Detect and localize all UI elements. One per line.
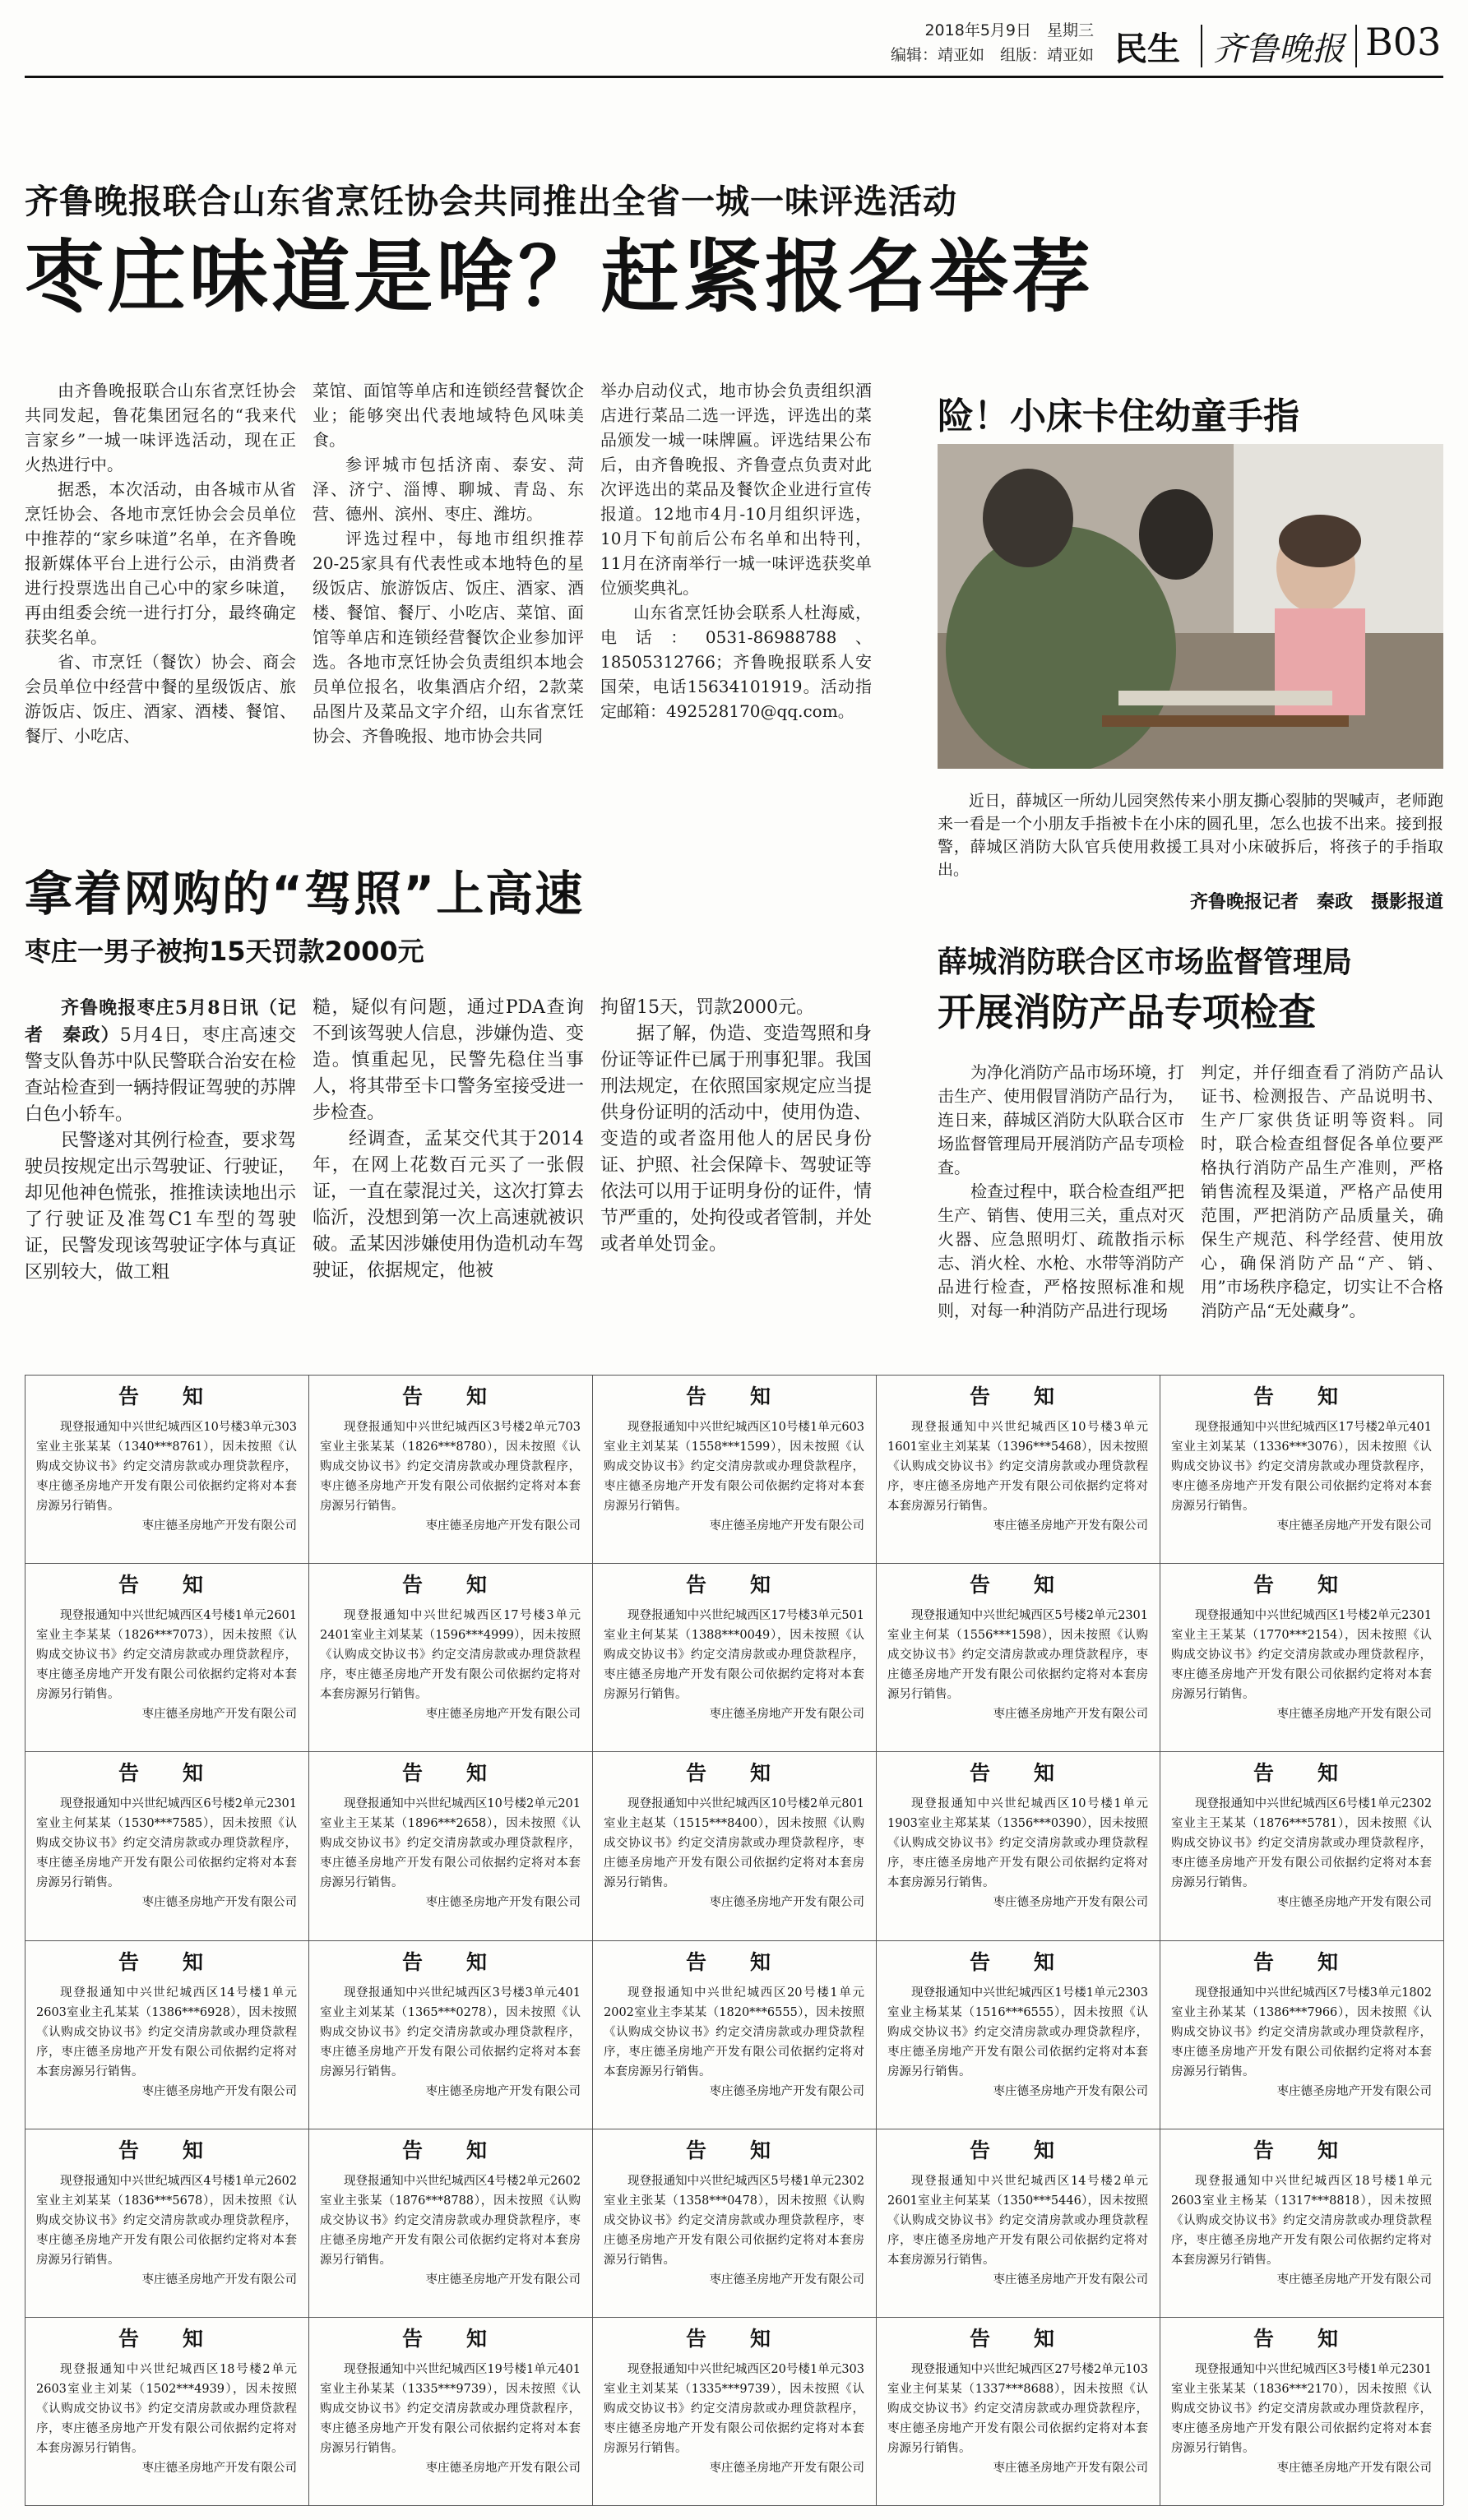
notice-owner-line: 现登报通知中兴世纪城西区17号楼3单元501室业主何某某（1388***0049）， <box>604 1609 864 1643</box>
fire-headline-line2: 开展消防产品专项检查 <box>938 990 1316 1034</box>
lead-column-2 <box>313 378 584 748</box>
notice-signature: 枣庄德圣房地产开发有限公司 <box>709 2273 864 2286</box>
notice-body <box>887 2171 1148 2270</box>
notice-terms: 因未按照《认购成交协议书》约定交清房款或办理贷款程序，枣庄德圣房地产开发有限公司依据约定将对本套房源另行销售。 <box>604 2194 864 2267</box>
notice-terms: 因未按照《认购成交协议书》约定交清房款或办理贷款程序，枣庄德圣房地产开发有限公司依据约定将对本套房源另行销售。 <box>887 1629 1148 1702</box>
notice <box>592 2129 876 2317</box>
notice-owner-line: 现登报通知中兴世纪城西区4号楼1单元2602室业主刘某某（1836***5678）， <box>36 2174 297 2208</box>
notice <box>25 1751 308 1940</box>
notice-signature: 枣庄德圣房地产开发有限公司 <box>709 2084 864 2098</box>
notice-body <box>36 1983 297 2082</box>
notice-title: 告 知 <box>1253 2326 1350 2351</box>
notice <box>1160 1375 1443 1563</box>
notice <box>1160 2129 1443 2317</box>
notice-terms: 因未按照《认购成交协议书》约定交清房款或办理贷款程序，枣庄德圣房地产开发有限公司依据约定将对本套房源另行销售。 <box>604 1817 864 1890</box>
masthead-section: 民生 <box>1114 30 1180 68</box>
license-column-3 <box>600 995 872 1258</box>
notice-title: 告 知 <box>118 1385 215 1408</box>
notice-title: 告 知 <box>685 2326 782 2351</box>
notice-owner-line: 现登报通知中兴世纪城西区14号楼2单元2601室业主何某某（1350***5446）， <box>887 2174 1148 2208</box>
notice-grid-line <box>25 1375 1443 1376</box>
notice-body <box>320 1417 581 1516</box>
notice-signature: 枣庄德圣房地产开发有限公司 <box>1276 1708 1432 1722</box>
notice-title: 告 知 <box>1253 2138 1350 2162</box>
notice-title: 告 知 <box>1253 1949 1350 1974</box>
notice <box>308 2317 592 2505</box>
notice-body <box>604 1417 864 1516</box>
notice-title: 告 知 <box>401 1761 498 1786</box>
notice-signature: 枣庄德圣房地产开发有限公司 <box>993 2084 1148 2098</box>
notice-owner-line: 现登报通知中兴世纪城西区27号楼2单元103室业主何某某（1337***8688）， <box>887 2362 1148 2396</box>
notice-grid-line <box>25 1563 1443 1564</box>
photo-illustration <box>938 444 1443 769</box>
notice <box>876 1940 1160 2129</box>
notice-owner-line: 现登报通知中兴世纪城西区18号楼2单元2603室业主刘某（1502***4939）， <box>36 2362 297 2396</box>
notice-owner-line: 现登报通知中兴世纪城西区3号楼3单元401室业主刘某某（1365***0278）， <box>320 1986 581 2019</box>
notice-title: 告 知 <box>1253 1573 1350 1598</box>
notice-terms: 因未按照《认购成交协议书》约定交清房款或办理贷款程序，枣庄德圣房地产开发有限公司依据约定将对本套房源另行销售。 <box>320 2382 581 2455</box>
paragraph: 举办启动仪式，地市协会负责组织酒店进行菜品二选一评选，评选出的菜品颁发一城一味牌匾。评选结果公布后，由齐鲁晚报、齐鲁壹点负责对此次评选出的菜品及餐饮企业进行宣传报道。12地市4月-10月组织评选，10月下旬前后公布名单和出特刊，11月在济南举行一城一味评选获奖单位颁奖典礼。 <box>600 381 872 598</box>
notice-owner-line: 现登报通知中兴世纪城西区1号楼1单元2303室业主杨某某（1516***6555）， <box>887 1986 1148 2019</box>
notice-signature: 枣庄德圣房地产开发有限公司 <box>993 2273 1148 2286</box>
notice-title: 告 知 <box>401 1573 498 1598</box>
notice <box>25 1563 308 1751</box>
notice-title: 告 知 <box>685 1385 782 1408</box>
notice-owner-line: 现登报通知中兴世纪城西区10号楼2单元201室业主王某某（1896***2658）， <box>320 1797 581 1831</box>
notice-terms: 因未按照《认购成交协议书》约定交清房款或办理贷款程序，枣庄德圣房地产开发有限公司依据约定将对本套房源另行销售。 <box>320 2005 581 2078</box>
notice-terms: 因未按照《认购成交协议书》约定交清房款或办理贷款程序，枣庄德圣房地产开发有限公司依据约定将对本套房源另行销售。 <box>320 1817 581 1890</box>
photo-caption: 近日，薛城区一所幼儿园突然传来小朋友撕心裂肺的哭喊声，老师跑来一看是一个小朋友手指被卡在小床的圆孔里，怎么也拔不出来。接到报警，薛城区消防大队官兵使用救援工具对小床破拆后，将孩子的手指取出。 <box>938 792 1443 879</box>
paragraph: 山东省烹饪协会联系人杜海威，电话：0531-86988788、18505312766；齐鲁晚报联系人安国荣，电话15634101919。活动指定邮箱：492528170@qq.com。 <box>600 603 872 721</box>
notice-terms: 因未按照《认购成交协议书》约定交清房款或办理贷款程序，枣庄德圣房地产开发有限公司依据约定将对本套房源另行销售。 <box>1171 1629 1432 1702</box>
notice <box>25 2129 308 2317</box>
notice-title: 告 知 <box>685 1761 782 1786</box>
notice-terms: 因未按照《认购成交协议书》约定交清房款或办理贷款程序，枣庄德圣房地产开发有限公司依据约定将对本套房源另行销售。 <box>1171 2005 1432 2078</box>
notice-signature: 枣庄德圣房地产开发有限公司 <box>1276 2084 1432 2098</box>
notice-terms: 因未按照《认购成交协议书》约定交清房款或办理贷款程序，枣庄德圣房地产开发有限公司依据约定将对本套房源另行销售。 <box>1171 2194 1432 2267</box>
notice-grid-line <box>592 1375 593 2505</box>
notice-terms: 因未按照《认购成交协议书》约定交清房款或办理贷款程序，枣庄德圣房地产开发有限公司依据约定将对本套房源另行销售。 <box>887 2194 1148 2267</box>
notice-title: 告 知 <box>401 2326 498 2351</box>
notice <box>876 2317 1160 2505</box>
lead-column-3 <box>600 378 872 724</box>
notice-owner-line: 现登报通知中兴世纪城西区18号楼1单元2603室业主杨某（1317***8818）， <box>1171 2174 1432 2208</box>
notice <box>592 1375 876 1563</box>
notice-body <box>1171 2360 1432 2458</box>
notice-terms: 因未按照《认购成交协议书》约定交清房款或办理贷款程序，枣庄德圣房地产开发有限公司依据约定将对本套房源另行销售。 <box>604 2005 864 2078</box>
notice <box>1160 1563 1443 1751</box>
notice-signature: 枣庄德圣房地产开发有限公司 <box>709 1896 864 1910</box>
notice-grid-line <box>1443 1375 1444 2505</box>
paragraph: 判定，并仔细查看了消防产品认证书、检测报告、产品说明书、生产厂家供货证明等资料。同时，联合检查组督促各单位要严格执行消防产品生产准则，严格销售流程及渠道，严格产品使用范围，严把消防产品质量关，确保生产规范、科学经营、使用放心，确保消防产品“产、销、用”市场秩序稳定，切实让不合格消防产品“无处藏身”。 <box>1201 1062 1443 1320</box>
notice-signature: 枣庄德圣房地产开发有限公司 <box>1276 1896 1432 1910</box>
notice-owner-line: 现登报通知中兴世纪城西区20号楼1单元303室业主刘某某（1335***9739）， <box>604 2362 864 2396</box>
notice-title: 告 知 <box>401 1385 498 1408</box>
notice-title: 告 知 <box>685 2138 782 2162</box>
notice-owner-line: 现登报通知中兴世纪城西区10号楼1单元603室业主刘某某（1558***1599）， <box>604 1421 864 1454</box>
notice <box>592 2317 876 2505</box>
notice-title: 告 知 <box>969 1573 1066 1598</box>
notice <box>25 1375 308 1563</box>
notice-body <box>1171 1417 1432 1516</box>
notice-terms: 因未按照《认购成交协议书》约定交清房款或办理贷款程序，枣庄德圣房地产开发有限公司依据约定将对本套房源另行销售。 <box>604 1440 864 1513</box>
notice-signature: 枣庄德圣房地产开发有限公司 <box>1276 2273 1432 2286</box>
notice-body <box>887 1417 1148 1516</box>
paragraph <box>25 995 296 1128</box>
notice-body <box>320 1606 581 1704</box>
notice-terms: 因未按照《认购成交协议书》约定交清房款或办理贷款程序，枣庄德圣房地产开发有限公司依据约定将对本套房源另行销售。 <box>604 2382 864 2455</box>
notice-body <box>320 2360 581 2458</box>
notice-body <box>36 2360 297 2458</box>
masthead-page-number: B03 <box>1365 20 1442 64</box>
photo-byline: 齐鲁晚报记者 秦政 摄影报道 <box>1189 892 1443 913</box>
license-subhead: 枣庄一男子被拘15天罚款2000元 <box>25 936 424 967</box>
paragraph: 参评城市包括济南、泰安、菏泽、济宁、淄博、聊城、青岛、东营、德州、滨州、枣庄、潍坊。 <box>313 455 584 524</box>
notice-owner-line: 现登报通知中兴世纪城西区5号楼2单元2301室业主何某（1556***1598）， <box>887 1609 1148 1643</box>
notice-title: 告 知 <box>969 2138 1066 2162</box>
notice-title: 告 知 <box>1253 1385 1350 1408</box>
notice-title: 告 知 <box>685 1949 782 1974</box>
notice-terms: 因未按照《认购成交协议书》约定交清房款或办理贷款程序，枣庄德圣房地产开发有限公司依据约定将对本套房源另行销售。 <box>36 1629 297 1702</box>
notice-signature: 枣庄德圣房地产开发有限公司 <box>993 2461 1148 2475</box>
notice-owner-line: 现登报通知中兴世纪城西区19号楼1单元401室业主孙某某（1335***9739）， <box>320 2362 581 2396</box>
notice-title: 告 知 <box>1253 1761 1350 1786</box>
notice-terms: 因未按照《认购成交协议书》约定交清房款或办理贷款程序，枣庄德圣房地产开发有限公司依据约定将对本套房源另行销售。 <box>320 1440 581 1513</box>
notice-owner-line: 现登报通知中兴世纪城西区5号楼1单元2302室业主张某（1358***0478）， <box>604 2174 864 2208</box>
notice-grid-line <box>25 1751 1443 1752</box>
notice-signature: 枣庄德圣房地产开发有限公司 <box>993 1896 1148 1910</box>
notice-body <box>604 2360 864 2458</box>
notice-owner-line: 现登报通知中兴世纪城西区4号楼1单元2601室业主李某某（1826***7073）， <box>36 1609 297 1643</box>
notice-body <box>604 1606 864 1704</box>
notice-terms: 因未按照《认购成交协议书》约定交清房款或办理贷款程序，枣庄德圣房地产开发有限公司依据约定将对本套房源另行销售。 <box>887 1440 1148 1513</box>
notice-terms: 因未按照《认购成交协议书》约定交清房款或办理贷款程序，枣庄德圣房地产开发有限公司依据约定将对本套房源另行销售。 <box>36 2382 297 2455</box>
notice-owner-line: 现登报通知中兴世纪城西区10号楼2单元801室业主赵某（1515***8400）， <box>604 1797 864 1831</box>
notice-title: 告 知 <box>118 2326 215 2351</box>
dateline: 齐鲁晚报枣庄5月8日讯（记者 秦政） <box>25 997 296 1046</box>
notice-body <box>604 1794 864 1893</box>
notice-owner-line: 现登报通知中兴世纪城西区17号楼3单元2401室业主刘某某（1596***4999）， <box>320 1609 581 1643</box>
notice-owner-line: 现登报通知中兴世纪城西区20号楼1单元2002室业主李某某（1820***6555）， <box>604 1986 864 2019</box>
notice-title: 告 知 <box>969 1761 1066 1786</box>
notice-terms: 因未按照《认购成交协议书》约定交清房款或办理贷款程序，枣庄德圣房地产开发有限公司依据约定将对本套房源另行销售。 <box>887 1817 1148 1890</box>
notice-body <box>36 1606 297 1704</box>
notice <box>1160 1940 1443 2129</box>
news-photo <box>938 444 1443 769</box>
notice-owner-line: 现登报通知中兴世纪城西区3号楼1单元2301室业主张某某（1836***2170）， <box>1171 2362 1432 2396</box>
notice <box>308 2129 592 2317</box>
notice <box>308 1940 592 2129</box>
notice-title: 告 知 <box>969 2326 1066 2351</box>
notice-title: 告 知 <box>969 1949 1066 1974</box>
masthead-paper-logo: 齐鲁晚报 <box>1213 30 1345 68</box>
notice-terms: 因未按照《认购成交协议书》约定交清房款或办理贷款程序，枣庄德圣房地产开发有限公司依据约定将对本套房源另行销售。 <box>36 1440 297 1513</box>
notice-signature: 枣庄德圣房地产开发有限公司 <box>141 2273 297 2286</box>
notice-body <box>1171 1983 1432 2082</box>
notice-body <box>604 1983 864 2082</box>
notice-terms: 因未按照《认购成交协议书》约定交清房款或办理贷款程序，枣庄德圣房地产开发有限公司依据约定将对本套房源另行销售。 <box>887 2005 1148 2078</box>
notice-owner-line: 现登报通知中兴世纪城西区14号楼1单元2603室业主孔某某（1386***6928）， <box>36 1986 297 2019</box>
notice-owner-line: 现登报通知中兴世纪城西区6号楼2单元2301室业主何某某（1530***7585）， <box>36 1797 297 1831</box>
notice-body <box>1171 1794 1432 1893</box>
notice-signature: 枣庄德圣房地产开发有限公司 <box>425 1896 581 1910</box>
notice-signature: 枣庄德圣房地产开发有限公司 <box>141 1896 297 1910</box>
notice-body <box>320 1983 581 2082</box>
notice-body <box>887 1983 1148 2082</box>
notice-grid-line <box>308 1375 309 2505</box>
notice-signature: 枣庄德圣房地产开发有限公司 <box>1276 2461 1432 2475</box>
notice-body <box>36 1794 297 1893</box>
notice-terms: 因未按照《认购成交协议书》约定交清房款或办理贷款程序，枣庄德圣房地产开发有限公司依据约定将对本套房源另行销售。 <box>320 1629 581 1702</box>
notice-owner-line: 现登报通知中兴世纪城西区10号楼3单元303室业主张某某（1340***8761）， <box>36 1421 297 1454</box>
notice-terms: 因未按照《认购成交协议书》约定交清房款或办理贷款程序，枣庄德圣房地产开发有限公司依据约定将对本套房源另行销售。 <box>36 1817 297 1890</box>
notice <box>308 1563 592 1751</box>
photo-story-headline: 险！小床卡住幼童手指 <box>938 395 1299 437</box>
notice-body <box>36 1417 297 1516</box>
license-headline: 拿着网购的“驾照”上高速 <box>25 866 585 922</box>
notice-grid-line <box>876 1375 877 2505</box>
notice <box>1160 1751 1443 1940</box>
paragraph: 糙，疑似有问题，通过PDA查询不到该驾驶人信息，涉嫌伪造、变造。慎重起见，民警先稳住当事人，将其带至卡口警务室接受进一步检查。 <box>313 997 585 1123</box>
notice-signature: 枣庄德圣房地产开发有限公司 <box>993 1519 1148 1533</box>
masthead-meta <box>872 18 1094 67</box>
notice-signature: 枣庄德圣房地产开发有限公司 <box>709 2461 864 2475</box>
lead-column-1 <box>25 378 296 748</box>
notice-body <box>36 2171 297 2270</box>
notice-owner-line: 现登报通知中兴世纪城西区4号楼2单元2602室业主张某（1876***8788）， <box>320 2174 581 2208</box>
notice-terms: 因未按照《认购成交协议书》约定交清房款或办理贷款程序，枣庄德圣房地产开发有限公司依据约定将对本套房源另行销售。 <box>1171 2382 1432 2455</box>
notice-title: 告 知 <box>118 1573 215 1598</box>
notice-body <box>1171 2171 1432 2270</box>
masthead-editors: 编辑：靖亚如 组版：靖亚如 <box>890 46 1094 64</box>
notice-body <box>320 2171 581 2270</box>
notice-title: 告 知 <box>401 1949 498 1974</box>
notice-body <box>604 2171 864 2270</box>
notice-grid-line <box>25 2317 1443 2318</box>
notice-owner-line: 现登报通知中兴世纪城西区17号楼2单元401室业主刘某某（1336***3076）， <box>1171 1421 1432 1454</box>
paragraph: 拘留15天，罚款2000元。 <box>600 997 814 1018</box>
notice-title: 告 知 <box>118 1761 215 1786</box>
notice-signature: 枣庄德圣房地产开发有限公司 <box>1276 1519 1432 1533</box>
notice-terms: 因未按照《认购成交协议书》约定交清房款或办理贷款程序，枣庄德圣房地产开发有限公司依据约定将对本套房源另行销售。 <box>36 2194 297 2267</box>
notice-body <box>320 1794 581 1893</box>
notice-signature: 枣庄德圣房地产开发有限公司 <box>425 2273 581 2286</box>
notice <box>308 1375 592 1563</box>
paragraph: 为净化消防产品市场环境，打击生产、使用假冒消防产品行为，连日来，薛城区消防大队联合区市场监督管理局开展消防产品专项检查。 <box>938 1062 1184 1177</box>
notice-terms: 因未按照《认购成交协议书》约定交清房款或办理贷款程序，枣庄德圣房地产开发有限公司依据约定将对本套房源另行销售。 <box>36 2005 297 2078</box>
masthead-divider <box>1201 25 1202 67</box>
paragraph: 省、市烹饪（餐饮）协会、商会会员单位中经营中餐的星级饭店、旅游饭店、饭庄、酒家、酒楼、餐馆、餐厅、小吃店、 <box>25 652 296 746</box>
notice-owner-line: 现登报通知中兴世纪城西区1号楼2单元2301室业主王某某（1770***2154）， <box>1171 1609 1432 1643</box>
fire-headline-line1: 薛城消防联合区市场监督管理局 <box>938 946 1353 979</box>
notice-owner-line: 现登报通知中兴世纪城西区10号楼3单元1601室业主刘某某（1396***5468）， <box>887 1421 1148 1454</box>
notice-signature: 枣庄德圣房地产开发有限公司 <box>141 2461 297 2475</box>
notice-signature: 枣庄德圣房地产开发有限公司 <box>709 1708 864 1722</box>
notice-signature: 枣庄德圣房地产开发有限公司 <box>141 1708 297 1722</box>
notice <box>592 1563 876 1751</box>
paragraph: 由齐鲁晚报联合山东省烹饪协会共同发起，鲁花集团冠名的“我来代言家乡”一城一味评选活动，现在正火热进行中。 <box>25 381 296 474</box>
notice-signature: 枣庄德圣房地产开发有限公司 <box>141 1519 297 1533</box>
notice-signature: 枣庄德圣房地产开发有限公司 <box>425 1519 581 1533</box>
notice <box>592 1940 876 2129</box>
paragraph: 检查过程中，联合检查组严把生产、销售、使用三关，重点对灭火器、应急照明灯、疏散指示标志、消火栓、水枪、水带等消防产品进行检查，严格按照标准和规则，对每一种消防产品进行现场 <box>938 1181 1184 1320</box>
notice-grid-line <box>25 2505 1443 2506</box>
notice <box>308 1751 592 1940</box>
fire-column-1 <box>938 1061 1184 1323</box>
notice-title: 告 知 <box>401 2138 498 2162</box>
notice <box>25 1940 308 2129</box>
paragraph: 据悉，本次活动，由各城市从省烹饪协会、各地市烹饪协会会员单位中推荐的“家乡味道”名单，在齐鲁晚报新媒体平台上进行公示，由消费者进行投票选出自己心中的家乡味道，再由组委会统一进行打分，最终确定获奖名单。 <box>25 479 296 647</box>
notice-body <box>887 1794 1148 1893</box>
notice-terms: 因未按照《认购成交协议书》约定交清房款或办理贷款程序，枣庄德圣房地产开发有限公司依据约定将对本套房源另行销售。 <box>887 2382 1148 2455</box>
notice-signature: 枣庄德圣房地产开发有限公司 <box>425 2461 581 2475</box>
masthead-date: 2018年5月9日 星期三 <box>924 21 1094 39</box>
notice <box>592 1751 876 1940</box>
notice-owner-line: 现登报通知中兴世纪城西区6号楼1单元2302室业主王某某（1876***5781）， <box>1171 1797 1432 1831</box>
notice <box>1160 2317 1443 2505</box>
lead-headline: 枣庄味道是啥？赶紧报名举荐 <box>25 231 1094 323</box>
paragraph: 菜馆、面馆等单店和连锁经营餐饮企业；能够突出代表地域特色风味美食。 <box>313 381 584 450</box>
notice-terms: 因未按照《认购成交协议书》约定交清房款或办理贷款程序，枣庄德圣房地产开发有限公司依据约定将对本套房源另行销售。 <box>1171 1440 1432 1513</box>
notice-body <box>887 2360 1148 2458</box>
license-column-1 <box>25 995 296 1286</box>
paragraph: 评选过程中，每地市组织推荐20-25家具有代表性或本地特色的星级饭店、旅游饭店、饭庄、酒家、酒楼、餐馆、餐厅、小吃店、菜馆、面馆等单店和连锁经营餐饮企业参加评选。各地市烹饪协会负责组织本地会员单位报名，收集酒店介绍，2款菜品图片及菜品文字介绍，山东省烹饪协会、齐鲁晚报、地市协会共同 <box>313 529 584 746</box>
notice-terms: 因未按照《认购成交协议书》约定交清房款或办理贷款程序，枣庄德圣房地产开发有限公司依据约定将对本套房源另行销售。 <box>604 1629 864 1702</box>
notice <box>876 1563 1160 1751</box>
notice <box>25 2317 308 2505</box>
license-column-2 <box>313 995 584 1284</box>
notice-title: 告 知 <box>685 1573 782 1598</box>
notice <box>876 1375 1160 1563</box>
lead-kicker: 齐鲁晚报联合山东省烹饪协会共同推出全省一城一味评选活动 <box>25 182 957 221</box>
paragraph: 经调查，孟某交代其于2014年，在网上花数百元买了一张假证，一直在蒙混过关，这次打算去临沂，没想到第一次上高速就被识破。孟某因涉嫌使用伪造机动车驾驶证，依据规定，他被 <box>313 1129 585 1281</box>
paragraph: 据了解，伪造、变造驾照和身份证等证件已属于刑事犯罪。我国刑法规定，在依照国家规定应当提供身份证明的活动中，使用伪造、变造的或者盗用他人的居民身份证、护照、社会保障卡、驾驶证等依法可以用于证明身份的证件，情节严重的，处拘役或者管制，并处或者单处罚金。 <box>600 1024 873 1255</box>
notice <box>876 2129 1160 2317</box>
notice-signature: 枣庄德圣房地产开发有限公司 <box>709 1519 864 1533</box>
notices-grid <box>25 1375 1443 2505</box>
notice-owner-line: 现登报通知中兴世纪城西区7号楼3单元1802室业主孙某某（1386***7966）， <box>1171 1986 1432 2019</box>
notice-signature: 枣庄德圣房地产开发有限公司 <box>425 2084 581 2098</box>
notice-signature: 枣庄德圣房地产开发有限公司 <box>425 1708 581 1722</box>
notice-owner-line: 现登报通知中兴世纪城西区3号楼2单元703室业主张某某（1826***8780）， <box>320 1421 581 1454</box>
masthead-divider <box>1355 25 1357 67</box>
fire-column-2 <box>1201 1061 1443 1323</box>
notice-body <box>1171 1606 1432 1704</box>
notice-terms: 因未按照《认购成交协议书》约定交清房款或办理贷款程序，枣庄德圣房地产开发有限公司依据约定将对本套房源另行销售。 <box>320 2194 581 2267</box>
notice-terms: 因未按照《认购成交协议书》约定交清房款或办理贷款程序，枣庄德圣房地产开发有限公司依据约定将对本套房源另行销售。 <box>1171 1817 1432 1890</box>
paragraph: 民警遂对其例行检查，要求驾驶员按规定出示驾驶证、行驶证，却见他神色慌张，推推读读地出示了行驶证及准驾C1车型的驾驶证，民警发现该驾驶证字体与真证区别较大，做工粗 <box>25 1131 297 1283</box>
notice-grid-line <box>25 1940 1443 1941</box>
notice-title: 告 知 <box>969 1385 1066 1408</box>
masthead-rule <box>25 76 1443 78</box>
notice-title: 告 知 <box>118 2138 215 2162</box>
notice-signature: 枣庄德圣房地产开发有限公司 <box>141 2084 297 2098</box>
notice-body <box>887 1606 1148 1704</box>
notice-title: 告 知 <box>118 1949 215 1974</box>
paragraph-text: 5月4日，枣庄高速交警支队鲁苏中队民警联合治安在检查站检查到一辆持假证驾驶的苏牌白色小轿车。 <box>25 1025 297 1125</box>
notice <box>876 1751 1160 1940</box>
notice-owner-line: 现登报通知中兴世纪城西区10号楼1单元1903室业主郑某某（1356***0390）， <box>887 1797 1148 1831</box>
notice-signature: 枣庄德圣房地产开发有限公司 <box>993 1708 1148 1722</box>
